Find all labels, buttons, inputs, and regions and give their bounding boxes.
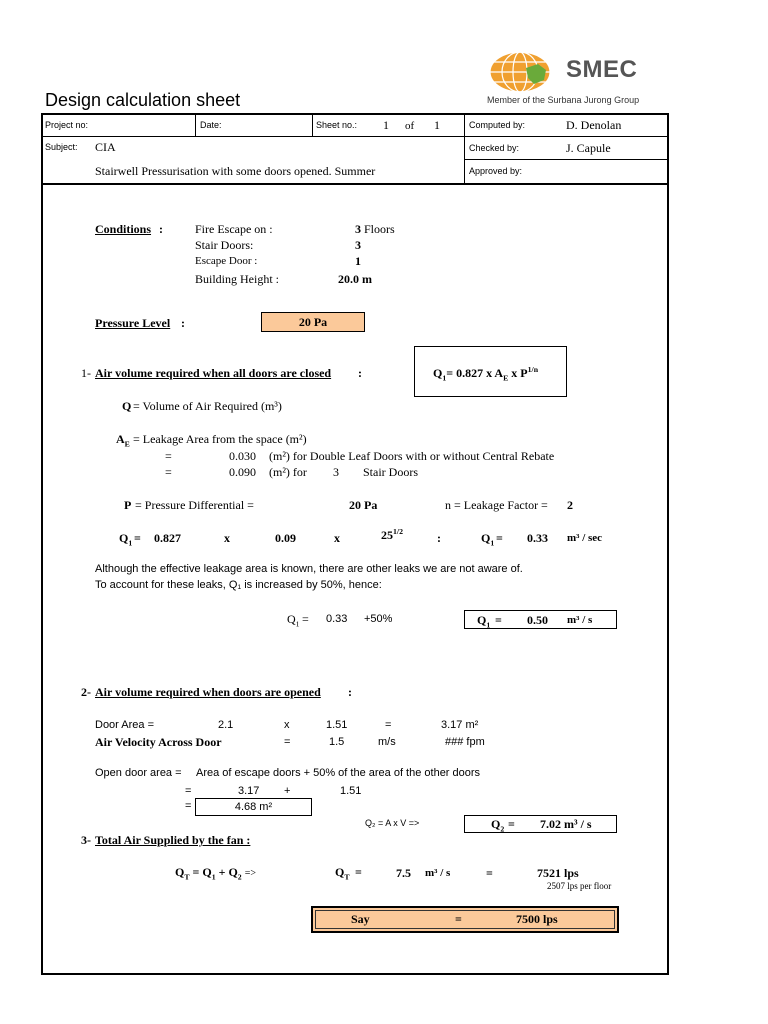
date-label: Date: bbox=[200, 120, 222, 130]
section2-number: 2- bbox=[81, 685, 91, 699]
open-eq2: = bbox=[185, 800, 192, 812]
ae-value2: 0.090 bbox=[229, 465, 256, 479]
building-height-label: Building Height : bbox=[195, 272, 279, 286]
q2-symbol: $Q_2$ bbox=[491, 817, 505, 834]
computed-value: D. Denolan bbox=[566, 118, 622, 132]
qt-lps: 7521 lps bbox=[537, 866, 579, 880]
q-definition: = Volume of Air Required (m³) bbox=[133, 399, 282, 413]
p-definition: = Pressure Differential = bbox=[135, 498, 254, 512]
calc-a: 0.827 bbox=[154, 531, 181, 545]
q-symbol: Q bbox=[122, 399, 132, 413]
n-definition: n = Leakage Factor = bbox=[445, 498, 548, 512]
adj-q1-symbol: $Q_1$ bbox=[287, 612, 300, 629]
door-height: 1.51 bbox=[326, 719, 348, 731]
adj-value: 0.33 bbox=[326, 613, 348, 625]
velocity-label: Air Velocity Across Door bbox=[95, 735, 222, 749]
logo-tagline: Member of the Surbana Jurong Group bbox=[487, 95, 640, 105]
building-height-value: 20.0 m bbox=[338, 272, 372, 286]
final-q1-value: 0.50 bbox=[527, 613, 548, 627]
subject-label: Subject: bbox=[45, 142, 78, 152]
sheet-no-label: Sheet no.: bbox=[316, 120, 358, 130]
p-symbol: P bbox=[124, 498, 132, 512]
open-plus: + bbox=[284, 785, 291, 797]
qt-unit: m³ / s bbox=[425, 867, 451, 879]
checked-value: J. Capule bbox=[566, 141, 611, 155]
stair-doors-value: 3 bbox=[355, 238, 361, 252]
qt-eq2: = bbox=[486, 866, 493, 880]
calc-colon: : bbox=[437, 531, 441, 545]
conditions-label: Conditions bbox=[95, 222, 152, 236]
p-value: 20 Pa bbox=[349, 498, 378, 512]
final-eq: = bbox=[495, 613, 502, 627]
section2-colon: : bbox=[348, 685, 352, 699]
section3-number: 3- bbox=[81, 833, 91, 847]
result-value: 0.33 bbox=[527, 531, 548, 545]
velocity-unit: m/s bbox=[378, 736, 396, 748]
stair-doors-label: Stair Doors: bbox=[195, 238, 254, 252]
q2-eq: = bbox=[508, 817, 515, 831]
section2-title: Air volume required when doors are opened bbox=[95, 685, 321, 699]
ae-value1: 0.030 bbox=[229, 449, 256, 463]
ae-desc1: (m²) for Double Leaf Doors with or without Central Rebate bbox=[269, 449, 555, 463]
subject-value: CIA bbox=[95, 140, 116, 154]
calc-x2: x bbox=[334, 531, 340, 545]
say-label: Say bbox=[351, 912, 370, 926]
say-eq: = bbox=[455, 912, 462, 926]
per-floor-note: 2507 lps per floor bbox=[547, 881, 612, 891]
result-q1-symbol: $Q_1$ bbox=[481, 531, 495, 548]
door-x: x bbox=[284, 719, 290, 731]
calc-c: $25^{1/2}$ bbox=[381, 527, 403, 542]
open-total-box: 4.68 m² bbox=[195, 798, 312, 816]
calc-q1-symbol: $Q_1$ bbox=[119, 531, 133, 548]
sheet-total-value: 1 bbox=[434, 118, 440, 132]
door-eq: = bbox=[385, 719, 392, 731]
computed-label: Computed by: bbox=[469, 120, 526, 130]
project-label: Project no: bbox=[45, 120, 89, 130]
sheet-title: Design calculation sheet bbox=[45, 90, 241, 110]
velocity-fpm: ### fpm bbox=[445, 736, 485, 748]
sheet-of-label: of bbox=[405, 120, 415, 132]
sheet-no-value: 1 bbox=[383, 118, 389, 132]
formula-text: $Q_1= 0.827$ x $A_E$ x $P^{1/n}$ bbox=[433, 365, 539, 383]
fire-escape-unit: Floors bbox=[364, 222, 395, 236]
result-unit: m³ / sec bbox=[567, 532, 603, 544]
note-line2: To account for these leaks, Q₁ is increased by 50%, hence: bbox=[95, 579, 382, 591]
globe-logo-icon bbox=[486, 50, 566, 98]
velocity-eq: = bbox=[284, 736, 291, 748]
escape-door-value: 1 bbox=[355, 254, 361, 268]
door-area-value: 3.17 m² bbox=[441, 719, 479, 731]
ae-desc2a: (m²) for bbox=[269, 465, 307, 479]
q2-formula: Q₂ = A x V => bbox=[365, 818, 420, 828]
velocity-value: 1.5 bbox=[329, 736, 345, 748]
pressure-colon: : bbox=[181, 316, 185, 330]
open-eq1: = bbox=[185, 785, 192, 797]
ae-eq1: = bbox=[165, 449, 172, 463]
sheet-description: Stairwell Pressurisation with some doors opened. Summer bbox=[95, 164, 376, 178]
calc-b: 0.09 bbox=[275, 531, 296, 545]
final-q1-symbol: $Q_1$ bbox=[477, 613, 491, 630]
logo-brand: SMEC bbox=[566, 56, 638, 83]
ae-desc2-count: 3 bbox=[333, 465, 339, 479]
result-eq: = bbox=[496, 531, 503, 545]
adj-percent: +50% bbox=[364, 613, 393, 625]
ae-eq2: = bbox=[165, 465, 172, 479]
section1-number: 1- bbox=[81, 366, 91, 380]
total-equation: $Q_T = Q_1 + Q_2$ => bbox=[175, 865, 256, 882]
n-value: 2 bbox=[567, 498, 573, 512]
checked-label: Checked by: bbox=[469, 143, 520, 153]
final-q1-unit: m³ / s bbox=[567, 614, 593, 626]
door-area-label: Door Area = bbox=[95, 719, 155, 731]
ae-desc2b: Stair Doors bbox=[363, 465, 418, 479]
approved-label: Approved by: bbox=[469, 166, 523, 176]
say-value: 7500 lps bbox=[516, 912, 558, 926]
q2-value: 7.02 m³ / s bbox=[540, 817, 592, 831]
section1-colon: : bbox=[358, 366, 362, 380]
fire-escape-label: Fire Escape on : bbox=[195, 222, 273, 236]
section1-title: Air volume required when all doors are closed bbox=[95, 366, 332, 380]
pressure-label: Pressure Level bbox=[95, 316, 171, 330]
open-other-area: 1.51 bbox=[340, 785, 362, 797]
conditions-colon: : bbox=[159, 222, 163, 236]
adj-eq: = bbox=[302, 612, 309, 626]
section3-title: Total Air Supplied by the fan : bbox=[95, 833, 251, 847]
fire-escape-value: 3 bbox=[355, 222, 361, 236]
escape-door-label: Escape Door : bbox=[195, 255, 258, 267]
open-escape-area: 3.17 bbox=[238, 785, 260, 797]
open-door-label: Open door area = bbox=[95, 767, 182, 779]
open-door-desc: Area of escape doors + 50% of the area of the other doors bbox=[196, 767, 481, 779]
calc-eq: = bbox=[134, 531, 141, 545]
calc-x1: x bbox=[224, 531, 230, 545]
qt-value: 7.5 bbox=[396, 866, 411, 880]
ae-symbol: $A_E$ bbox=[116, 432, 130, 449]
qt-symbol: $Q_T$ bbox=[335, 865, 350, 882]
note-line1: Although the effective leakage area is known, there are other leaks we are not aware of. bbox=[95, 563, 523, 575]
door-width: 2.1 bbox=[218, 719, 234, 731]
pressure-value-box: 20 Pa bbox=[261, 312, 365, 332]
ae-definition: = Leakage Area from the space (m²) bbox=[133, 432, 307, 446]
qt-eq: = bbox=[355, 865, 362, 879]
